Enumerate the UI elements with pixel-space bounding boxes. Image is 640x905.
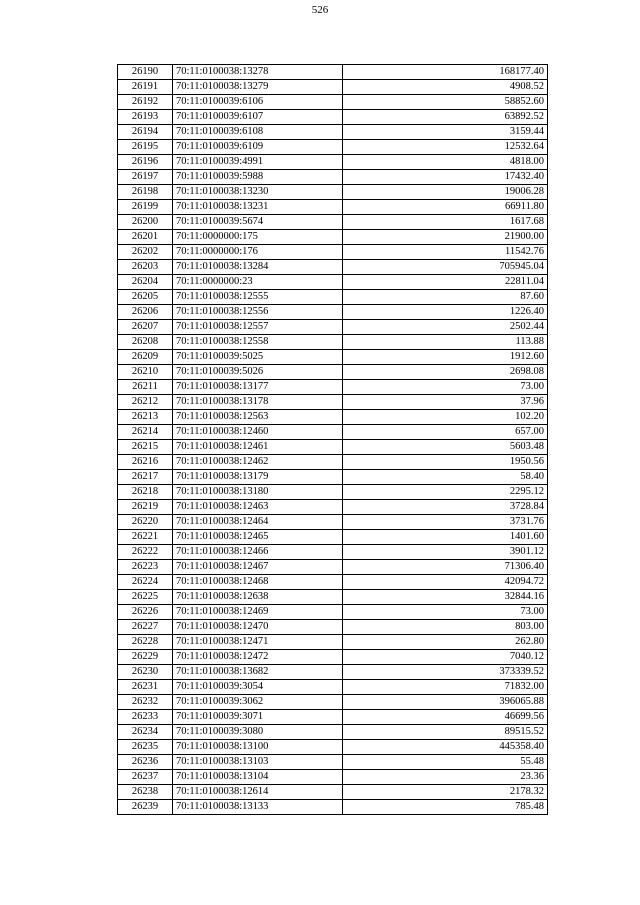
cadastral-number-cell: 70:11:0100038:12614 <box>173 785 343 800</box>
value-cell: 4818.00 <box>343 155 548 170</box>
row-number-cell: 26208 <box>118 335 173 350</box>
value-cell: 73.00 <box>343 605 548 620</box>
table-row <box>118 485 548 500</box>
row-number-cell: 26193 <box>118 110 173 125</box>
value-cell: 11542.76 <box>343 245 548 260</box>
cadastral-number-cell: 70:11:0100038:12471 <box>173 635 343 650</box>
value-cell: 89515.52 <box>343 725 548 740</box>
cadastral-number-cell: 70:11:0100038:12468 <box>173 575 343 590</box>
row-number-cell: 26232 <box>118 695 173 710</box>
table-row <box>118 545 548 560</box>
table-row <box>118 170 548 185</box>
table-row <box>118 110 548 125</box>
table-row <box>118 470 548 485</box>
value-cell: 2698.08 <box>343 365 548 380</box>
cadastral-number-cell: 70:11:0100038:12463 <box>173 500 343 515</box>
value-cell: 55.48 <box>343 755 548 770</box>
cadastral-number-cell: 70:11:0100038:12464 <box>173 515 343 530</box>
cadastral-number-cell: 70:11:0100038:13103 <box>173 755 343 770</box>
cadastral-number-cell: 70:11:0100038:12460 <box>173 425 343 440</box>
table-row <box>118 95 548 110</box>
cadastral-number-cell: 70:11:0100038:12563 <box>173 410 343 425</box>
data-table <box>117 64 548 815</box>
value-cell: 113.88 <box>343 335 548 350</box>
value-cell: 3731.76 <box>343 515 548 530</box>
table-row <box>118 440 548 455</box>
row-number-cell: 26221 <box>118 530 173 545</box>
value-cell: 46699.56 <box>343 710 548 725</box>
table-row <box>118 575 548 590</box>
value-cell: 12532.64 <box>343 140 548 155</box>
cadastral-number-cell: 70:11:0100038:13682 <box>173 665 343 680</box>
row-number-cell: 26223 <box>118 560 173 575</box>
cadastral-number-cell: 70:11:0100039:3080 <box>173 725 343 740</box>
cadastral-number-cell: 70:11:0100038:13133 <box>173 800 343 815</box>
cadastral-number-cell: 70:11:0100039:3062 <box>173 695 343 710</box>
value-cell: 657.00 <box>343 425 548 440</box>
row-number-cell: 26220 <box>118 515 173 530</box>
table-row <box>118 605 548 620</box>
row-number-cell: 26213 <box>118 410 173 425</box>
table-row <box>118 290 548 305</box>
value-cell: 1912.60 <box>343 350 548 365</box>
table-row <box>118 455 548 470</box>
cadastral-number-cell: 70:11:0100038:12472 <box>173 650 343 665</box>
row-number-cell: 26192 <box>118 95 173 110</box>
table-row <box>118 245 548 260</box>
table-row <box>118 335 548 350</box>
cadastral-number-cell: 70:11:0100038:12467 <box>173 560 343 575</box>
row-number-cell: 26224 <box>118 575 173 590</box>
table-row <box>118 515 548 530</box>
table-row <box>118 680 548 695</box>
table-row <box>118 230 548 245</box>
cadastral-number-cell: 70:11:0100039:5674 <box>173 215 343 230</box>
table-row <box>118 740 548 755</box>
cadastral-number-cell: 70:11:0100038:13278 <box>173 65 343 80</box>
row-number-cell: 26199 <box>118 200 173 215</box>
row-number-cell: 26215 <box>118 440 173 455</box>
row-number-cell: 26212 <box>118 395 173 410</box>
cadastral-number-cell: 70:11:0100039:4991 <box>173 155 343 170</box>
cadastral-number-cell: 70:11:0100038:12469 <box>173 605 343 620</box>
value-cell: 445358.40 <box>343 740 548 755</box>
cadastral-number-cell: 70:11:0100038:12462 <box>173 455 343 470</box>
value-cell: 262.80 <box>343 635 548 650</box>
table-body <box>118 65 548 815</box>
row-number-cell: 26198 <box>118 185 173 200</box>
cadastral-number-cell: 70:11:0100038:13180 <box>173 485 343 500</box>
table-row <box>118 770 548 785</box>
cadastral-number-cell: 70:11:0100038:13104 <box>173 770 343 785</box>
value-cell: 73.00 <box>343 380 548 395</box>
cadastral-number-cell: 70:11:0100039:6107 <box>173 110 343 125</box>
table-row <box>118 710 548 725</box>
cadastral-number-cell: 70:11:0100039:5026 <box>173 365 343 380</box>
row-number-cell: 26218 <box>118 485 173 500</box>
cadastral-number-cell: 70:11:0100038:12555 <box>173 290 343 305</box>
cadastral-number-cell: 70:11:0100038:12470 <box>173 620 343 635</box>
value-cell: 168177.40 <box>343 65 548 80</box>
row-number-cell: 26205 <box>118 290 173 305</box>
cadastral-number-cell: 70:11:0100038:13179 <box>173 470 343 485</box>
cadastral-number-cell: 70:11:0100038:12466 <box>173 545 343 560</box>
table-row <box>118 350 548 365</box>
row-number-cell: 26195 <box>118 140 173 155</box>
row-number-cell: 26222 <box>118 545 173 560</box>
value-cell: 87.60 <box>343 290 548 305</box>
cadastral-number-cell: 70:11:0100038:12465 <box>173 530 343 545</box>
value-cell: 5603.48 <box>343 440 548 455</box>
table-row <box>118 620 548 635</box>
value-cell: 23.36 <box>343 770 548 785</box>
table-row <box>118 785 548 800</box>
row-number-cell: 26211 <box>118 380 173 395</box>
table-row <box>118 530 548 545</box>
row-number-cell: 26202 <box>118 245 173 260</box>
row-number-cell: 26226 <box>118 605 173 620</box>
value-cell: 2178.32 <box>343 785 548 800</box>
row-number-cell: 26229 <box>118 650 173 665</box>
value-cell: 42094.72 <box>343 575 548 590</box>
value-cell: 373339.52 <box>343 665 548 680</box>
page-number: 526 <box>311 4 329 16</box>
table-row <box>118 395 548 410</box>
table-row <box>118 560 548 575</box>
cadastral-number-cell: 70:11:0100038:13231 <box>173 200 343 215</box>
value-cell: 1226.40 <box>343 305 548 320</box>
table-row <box>118 185 548 200</box>
row-number-cell: 26234 <box>118 725 173 740</box>
cadastral-number-cell: 70:11:0100038:12556 <box>173 305 343 320</box>
table-row <box>118 155 548 170</box>
cadastral-number-cell: 70:11:0100038:12558 <box>173 335 343 350</box>
table-row <box>118 305 548 320</box>
row-number-cell: 26231 <box>118 680 173 695</box>
table-row <box>118 425 548 440</box>
row-number-cell: 26237 <box>118 770 173 785</box>
value-cell: 396065.88 <box>343 695 548 710</box>
table-row <box>118 380 548 395</box>
value-cell: 71306.40 <box>343 560 548 575</box>
row-number-cell: 26197 <box>118 170 173 185</box>
value-cell: 71832.00 <box>343 680 548 695</box>
table-row <box>118 410 548 425</box>
cadastral-number-cell: 70:11:0100039:5988 <box>173 170 343 185</box>
row-number-cell: 26210 <box>118 365 173 380</box>
cadastral-number-cell: 70:11:0100039:6106 <box>173 95 343 110</box>
cadastral-number-cell: 70:11:0000000:175 <box>173 230 343 245</box>
row-number-cell: 26236 <box>118 755 173 770</box>
value-cell: 785.48 <box>343 800 548 815</box>
cadastral-number-cell: 70:11:0100038:12461 <box>173 440 343 455</box>
table-row <box>118 590 548 605</box>
table-row <box>118 140 548 155</box>
row-number-cell: 26194 <box>118 125 173 140</box>
table-row <box>118 80 548 95</box>
table-row <box>118 695 548 710</box>
row-number-cell: 26196 <box>118 155 173 170</box>
value-cell: 102.20 <box>343 410 548 425</box>
cadastral-number-cell: 70:11:0100038:13279 <box>173 80 343 95</box>
value-cell: 37.96 <box>343 395 548 410</box>
table-row <box>118 800 548 815</box>
row-number-cell: 26239 <box>118 800 173 815</box>
value-cell: 1617.68 <box>343 215 548 230</box>
row-number-cell: 26200 <box>118 215 173 230</box>
table-row <box>118 665 548 680</box>
row-number-cell: 26191 <box>118 80 173 95</box>
cadastral-number-cell: 70:11:0100038:12557 <box>173 320 343 335</box>
value-cell: 3901.12 <box>343 545 548 560</box>
cadastral-number-cell: 70:11:0100038:13177 <box>173 380 343 395</box>
value-cell: 22811.04 <box>343 275 548 290</box>
value-cell: 66911.80 <box>343 200 548 215</box>
row-number-cell: 26204 <box>118 275 173 290</box>
value-cell: 2295.12 <box>343 485 548 500</box>
row-number-cell: 26228 <box>118 635 173 650</box>
table-row <box>118 755 548 770</box>
row-number-cell: 26235 <box>118 740 173 755</box>
table-row <box>118 275 548 290</box>
value-cell: 2502.44 <box>343 320 548 335</box>
table-row <box>118 635 548 650</box>
table-row <box>118 725 548 740</box>
value-cell: 17432.40 <box>343 170 548 185</box>
value-cell: 1401.60 <box>343 530 548 545</box>
value-cell: 7040.12 <box>343 650 548 665</box>
table-row <box>118 365 548 380</box>
value-cell: 58852.60 <box>343 95 548 110</box>
row-number-cell: 26227 <box>118 620 173 635</box>
row-number-cell: 26206 <box>118 305 173 320</box>
row-number-cell: 26238 <box>118 785 173 800</box>
row-number-cell: 26201 <box>118 230 173 245</box>
row-number-cell: 26209 <box>118 350 173 365</box>
table-row <box>118 320 548 335</box>
value-cell: 19006.28 <box>343 185 548 200</box>
value-cell: 3159.44 <box>343 125 548 140</box>
value-cell: 1950.56 <box>343 455 548 470</box>
table-row <box>118 200 548 215</box>
cadastral-number-cell: 70:11:0100038:12638 <box>173 590 343 605</box>
value-cell: 58.40 <box>343 470 548 485</box>
cadastral-number-cell: 70:11:0100038:13178 <box>173 395 343 410</box>
value-cell: 4908.52 <box>343 80 548 95</box>
row-number-cell: 26207 <box>118 320 173 335</box>
value-cell: 32844.16 <box>343 590 548 605</box>
value-cell: 803.00 <box>343 620 548 635</box>
table-row <box>118 215 548 230</box>
table-row <box>118 125 548 140</box>
cadastral-number-cell: 70:11:0100038:13230 <box>173 185 343 200</box>
value-cell: 3728.84 <box>343 500 548 515</box>
row-number-cell: 26214 <box>118 425 173 440</box>
value-cell: 63892.52 <box>343 110 548 125</box>
table-row <box>118 500 548 515</box>
row-number-cell: 26219 <box>118 500 173 515</box>
cadastral-number-cell: 70:11:0100039:5025 <box>173 350 343 365</box>
row-number-cell: 26203 <box>118 260 173 275</box>
cadastral-number-cell: 70:11:0100039:6108 <box>173 125 343 140</box>
table-row <box>118 260 548 275</box>
cadastral-number-cell: 70:11:0100039:3054 <box>173 680 343 695</box>
cadastral-number-cell: 70:11:0100039:6109 <box>173 140 343 155</box>
value-cell: 705945.04 <box>343 260 548 275</box>
row-number-cell: 26225 <box>118 590 173 605</box>
table-row <box>118 650 548 665</box>
row-number-cell: 26233 <box>118 710 173 725</box>
cadastral-number-cell: 70:11:0100038:13100 <box>173 740 343 755</box>
cadastral-number-cell: 70:11:0100038:13284 <box>173 260 343 275</box>
row-number-cell: 26230 <box>118 665 173 680</box>
cadastral-number-cell: 70:11:0000000:176 <box>173 245 343 260</box>
cadastral-number-cell: 70:11:0100039:3071 <box>173 710 343 725</box>
row-number-cell: 26217 <box>118 470 173 485</box>
table-row <box>118 65 548 80</box>
row-number-cell: 26190 <box>118 65 173 80</box>
cadastral-number-cell: 70:11:0000000:23 <box>173 275 343 290</box>
value-cell: 21900.00 <box>343 230 548 245</box>
row-number-cell: 26216 <box>118 455 173 470</box>
